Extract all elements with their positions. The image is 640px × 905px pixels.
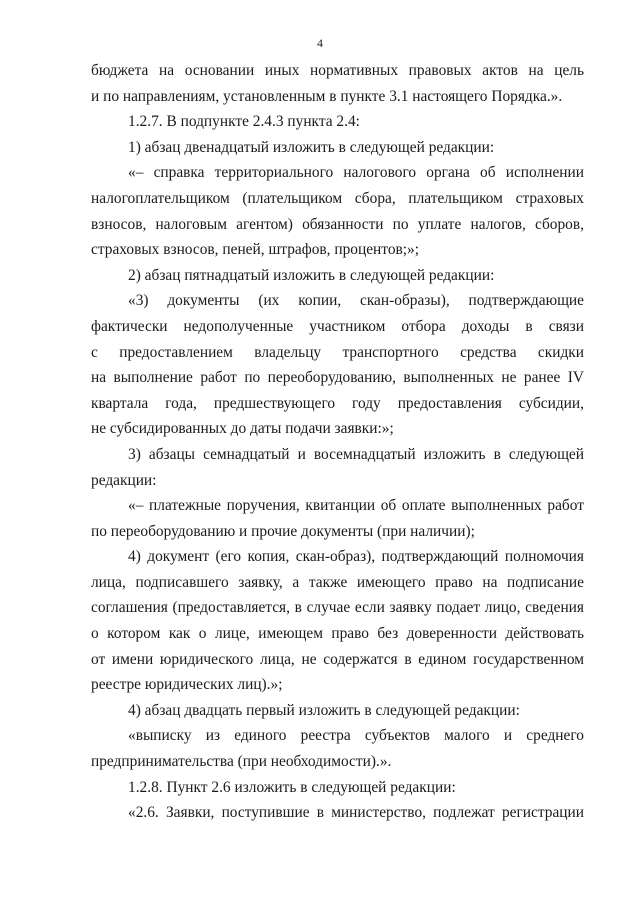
text-line: с предоставлением владельцу транспортного средства скидки (91, 343, 584, 361)
text-line: 2) абзац пятнадцатый изложить в следующей редакции: (128, 266, 495, 284)
text-line: не субсидированных до даты подачи заявки:»; (91, 420, 394, 438)
text-line: и по направлениям, установленным в пункте 3.1 настоящего Порядка.». (91, 87, 563, 105)
text-line: фактически недополученные участником отбора доходы в связи (91, 317, 584, 335)
document-body (91, 58, 584, 826)
text-line: реестре юридических лиц).»; (91, 676, 283, 694)
text-line: «выписку из единого реестра субъектов малого и среднего (128, 727, 584, 745)
text-line: «2.6. Заявки, поступившие в министерство, подлежат регистрации (128, 804, 584, 822)
text-line: «3) документы (их копии, скан-образы), подтверждающие (128, 292, 584, 310)
text-line: 4) документ (его копия, скан-образ), подтверждающий полномочия (128, 548, 584, 566)
text-line: взносов, налоговым агентом) обязанности по уплате налогов, сборов, (91, 215, 584, 233)
text-line: налогоплательщиком (плательщиком сбора, плательщиком страховых (91, 189, 584, 207)
text-line: 1) абзац двенадцатый изложить в следующей редакции: (128, 138, 495, 156)
text-line: 4) абзац двадцать первый изложить в следующей редакции: (128, 701, 520, 719)
text-line: «– платежные поручения, квитанции об оплате выполненных работ (128, 497, 584, 515)
page-number: 4 (317, 36, 323, 50)
text-line: соглашения (предоставляется, в случае если заявку подает лицо, сведения (91, 599, 584, 617)
text-line: от имени юридического лица, не содержатся в едином государственном (91, 650, 584, 668)
text-line: 3) абзацы семнадцатый и восемнадцатый изложить в следующей (128, 445, 584, 463)
text-line: предпринимательства (при необходимости).». (91, 753, 392, 771)
text-line: по переоборудованию и прочие документы (при наличии); (91, 522, 475, 540)
text-line: «– справка территориального налогового органа об исполнении (128, 164, 584, 182)
text-line: редакции: (91, 471, 157, 489)
text-line: квартала года, предшествующего году предоставления субсидии, (91, 394, 584, 412)
text-line: 1.2.7. В подпункте 2.4.3 пункта 2.4: (128, 113, 360, 131)
text-line: 1.2.8. Пункт 2.6 изложить в следующей редакции: (128, 778, 456, 796)
text-line: о котором как о лице, имеющем право без доверенности действовать (91, 625, 584, 643)
text-line: на выполнение работ по переоборудованию, выполненных не ранее IV (91, 369, 584, 387)
text-line: лица, подписавшего заявку, а также имеющего право на подписание (91, 573, 584, 591)
text-line: бюджета на основании иных нормативных правовых актов на цель (91, 62, 584, 79)
text-line: страховых взносов, пеней, штрафов, процентов;»; (91, 241, 420, 259)
